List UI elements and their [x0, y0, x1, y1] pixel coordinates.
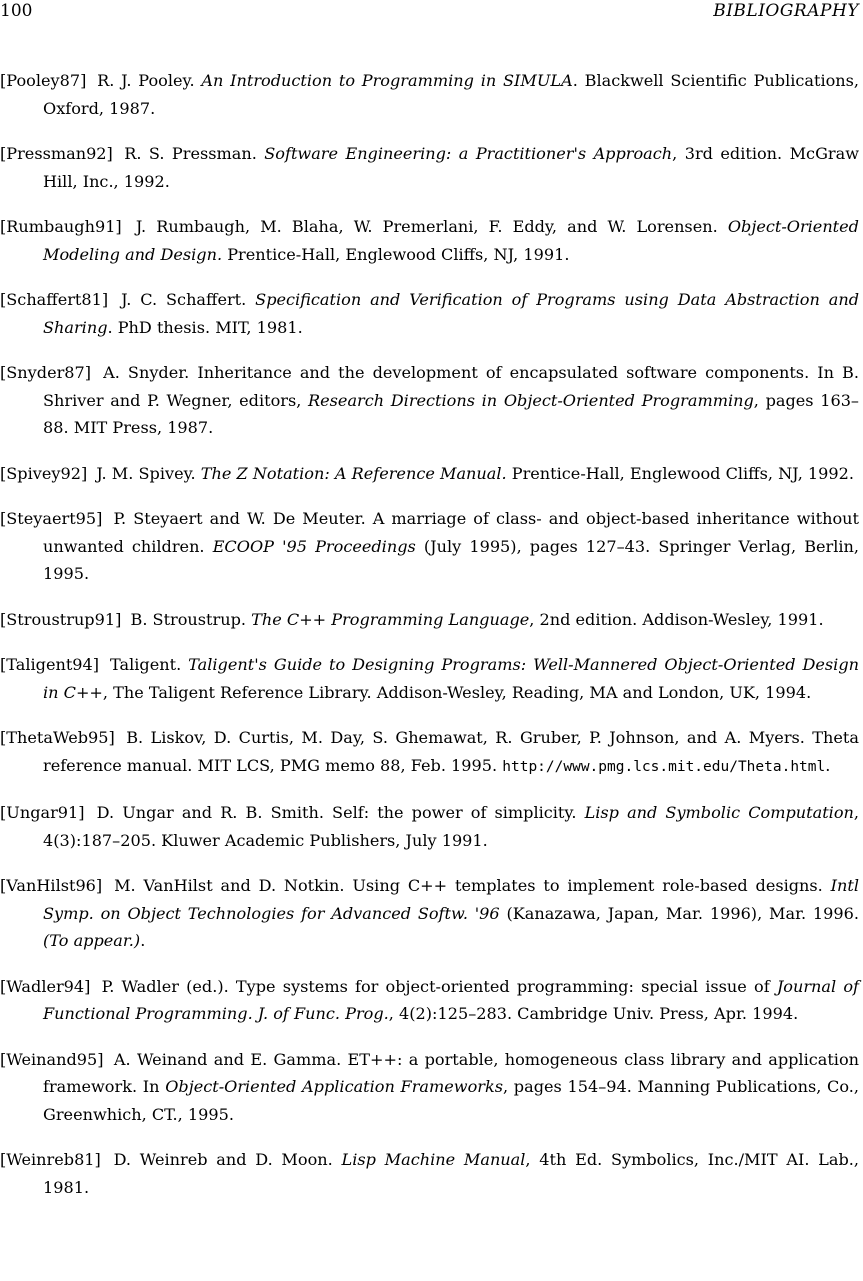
entry-publication: (Kanazawa, Japan, Mar. 1996), Mar. 1996. [499, 903, 859, 923]
citation-key: [ThetaWeb95] [0, 728, 115, 747]
bib-entry-weinand95 [0, 1046, 859, 1129]
entry-title: The C++ Programming Language [251, 609, 530, 629]
entry-end: . [140, 931, 146, 950]
citation-key: [Snyder87] [0, 363, 92, 382]
bib-entry-pooley87 [0, 67, 859, 122]
entry-url-link[interactable]: http://www.pmg.lcs.mit.edu/Theta.html [502, 758, 826, 775]
entry-publication: , 2nd edition. Addison-Wesley, 1991. [529, 609, 824, 629]
bib-entry-rumbaugh91 [0, 213, 859, 268]
entry-publication: Prentice-Hall, Englewood Cliffs, NJ, 1991. [222, 244, 570, 264]
citation-key: [VanHilst96] [0, 876, 103, 895]
entry-authors: J. C. Schaffert. [121, 290, 247, 309]
entry-authors: D. Weinreb and D. Moon. [113, 1150, 333, 1169]
entry-authors: R. J. Pooley. [97, 71, 195, 90]
bib-entry-taligent94 [0, 651, 859, 706]
citation-key: [Ungar91] [0, 803, 85, 822]
entry-publication: . Blackwell Scientific Publications, Oxford, 1987. [43, 71, 860, 118]
citation-key: [Wadler94] [0, 976, 91, 996]
running-title: BIBLIOGRAPHY [713, 1, 859, 21]
entry-authors: J. M. Spivey. [96, 463, 196, 483]
entry-publication: (July 1995), pages 127–43. Springer Verlag, Berlin, 1995. [43, 536, 860, 583]
bib-entry-snyder87 [0, 359, 859, 442]
bibliography-list [0, 67, 859, 1219]
bib-entry-ungar91 [0, 799, 859, 854]
bib-entry-weinreb81 [0, 1146, 859, 1201]
entry-authors: A. Weinand and E. Gamma. ET++: a portable, homogeneous class library and application framework. In [43, 1049, 859, 1096]
entry-title: Research Directions in Object-Oriented Programming [308, 390, 754, 410]
entry-authors: A. Snyder. Inheritance and the development of encapsulated software components. In B. Shriver and P. Wegner, editors, [43, 363, 859, 410]
entry-publication: , 4(3):187–205. Kluwer Academic Publishers, July 1991. [43, 803, 859, 850]
entry-authors: P. Steyaert and W. De Meuter. A marriage of class- and object-based inheritance without unwanted children. [43, 509, 859, 556]
entry-title: Object-Oriented Modeling and Design. [43, 217, 859, 264]
bib-entry-stroustrup91 [0, 606, 859, 634]
entry-authors: D. Ungar and R. B. Smith. Self: the power of simplicity. [96, 803, 577, 822]
entry-publication: , 4(2):125–283. Cambridge Univ. Press, Apr. 1994. [388, 1004, 799, 1023]
bib-entry-pressman92 [0, 140, 859, 195]
citation-key: [Rumbaugh91] [0, 217, 122, 236]
entry-authors: B. Liskov, D. Curtis, M. Day, S. Ghemawat, R. Gruber, P. Johnson, and A. Myers. Theta reference manual. MIT LCS, PMG memo 88, Feb. 1995. [43, 728, 859, 775]
citation-key: [Taligent94] [0, 655, 100, 674]
entry-title: Journal of Functional Programming. J. of Func. Prog. [43, 976, 859, 1023]
entry-authors: M. VanHilst and D. Notkin. Using C++ templates to implement role-based designs. [114, 876, 823, 895]
entry-title: An Introduction to Programming in SIMULA [201, 71, 573, 90]
entry-title: Lisp and Symbolic Computation [584, 803, 854, 822]
entry-title: Lisp Machine Manual [341, 1150, 526, 1169]
citation-key: [Steyaert95] [0, 509, 103, 528]
bib-entry-spivey92 [0, 460, 859, 488]
entry-publication: . PhD thesis. MIT, 1981. [107, 317, 303, 337]
citation-key: [Spivey92] [0, 463, 88, 483]
entry-publication: . [825, 755, 831, 775]
entry-title: ECOOP '95 Proceedings [212, 536, 416, 556]
bib-entry-steyaert95 [0, 505, 859, 588]
entry-publication: , pages 154–94. Manning Publications, Co., Greenwhich, CT., 1995. [43, 1077, 859, 1124]
entry-authors: Taligent. [110, 655, 182, 674]
bib-entry-wadler94 [0, 973, 859, 1028]
entry-authors: B. Stroustrup. [130, 609, 247, 629]
entry-publication: , 3rd edition. McGraw Hill, Inc., 1992. [43, 144, 859, 191]
entry-publication: , The Taligent Reference Library. Addison-Wesley, Reading, MA and London, UK, 1994. [102, 682, 812, 702]
entry-authors: P. Wadler (ed.). Type systems for object-oriented programming: special issue of [101, 976, 770, 996]
entry-authors: J. Rumbaugh, M. Blaha, W. Premerlani, F. Eddy, and W. Lorensen. [135, 217, 718, 236]
page-header [0, 0, 859, 24]
entry-title: The Z Notation: A Reference Manual. [200, 463, 507, 483]
citation-key: [Pressman92] [0, 144, 113, 163]
entry-title: Software Engineering: a Practitioner's Approach [264, 144, 673, 163]
citation-key: [Weinreb81] [0, 1150, 101, 1169]
entry-publication: Prentice-Hall, Englewood Cliffs, NJ, 1992. [506, 463, 854, 483]
entry-authors: R. S. Pressman. [124, 144, 257, 163]
entry-publication: , 4th Ed. Symbolics, Inc./MIT AI. Lab., 1981. [43, 1150, 859, 1197]
citation-key: [Schaffert81] [0, 290, 109, 309]
entry-title: Object-Oriented Application Frameworks [165, 1077, 503, 1096]
citation-key: [Weinand95] [0, 1049, 104, 1069]
bib-entry-vanhilst96 [0, 872, 859, 955]
bib-entry-thetaweb95 [0, 724, 859, 781]
entry-title: Taligent's Guide to Designing Programs: Well-Mannered Object-Oriented Design in C++ [43, 655, 859, 702]
page-number: 100 [0, 1, 33, 21]
bib-entry-schaffert81 [0, 286, 859, 341]
entry-title: Intl Symp. on Object Technologies for Advanced Softw. '96 [43, 876, 860, 923]
citation-key: [Stroustrup91] [0, 609, 122, 629]
entry-note: (To appear.) [43, 931, 141, 950]
citation-key: [Pooley87] [0, 71, 87, 90]
entry-title: Specification and Verification of Programs using Data Abstraction and Sharing [43, 290, 859, 337]
entry-publication: , pages 163–88. MIT Press, 1987. [43, 390, 859, 437]
